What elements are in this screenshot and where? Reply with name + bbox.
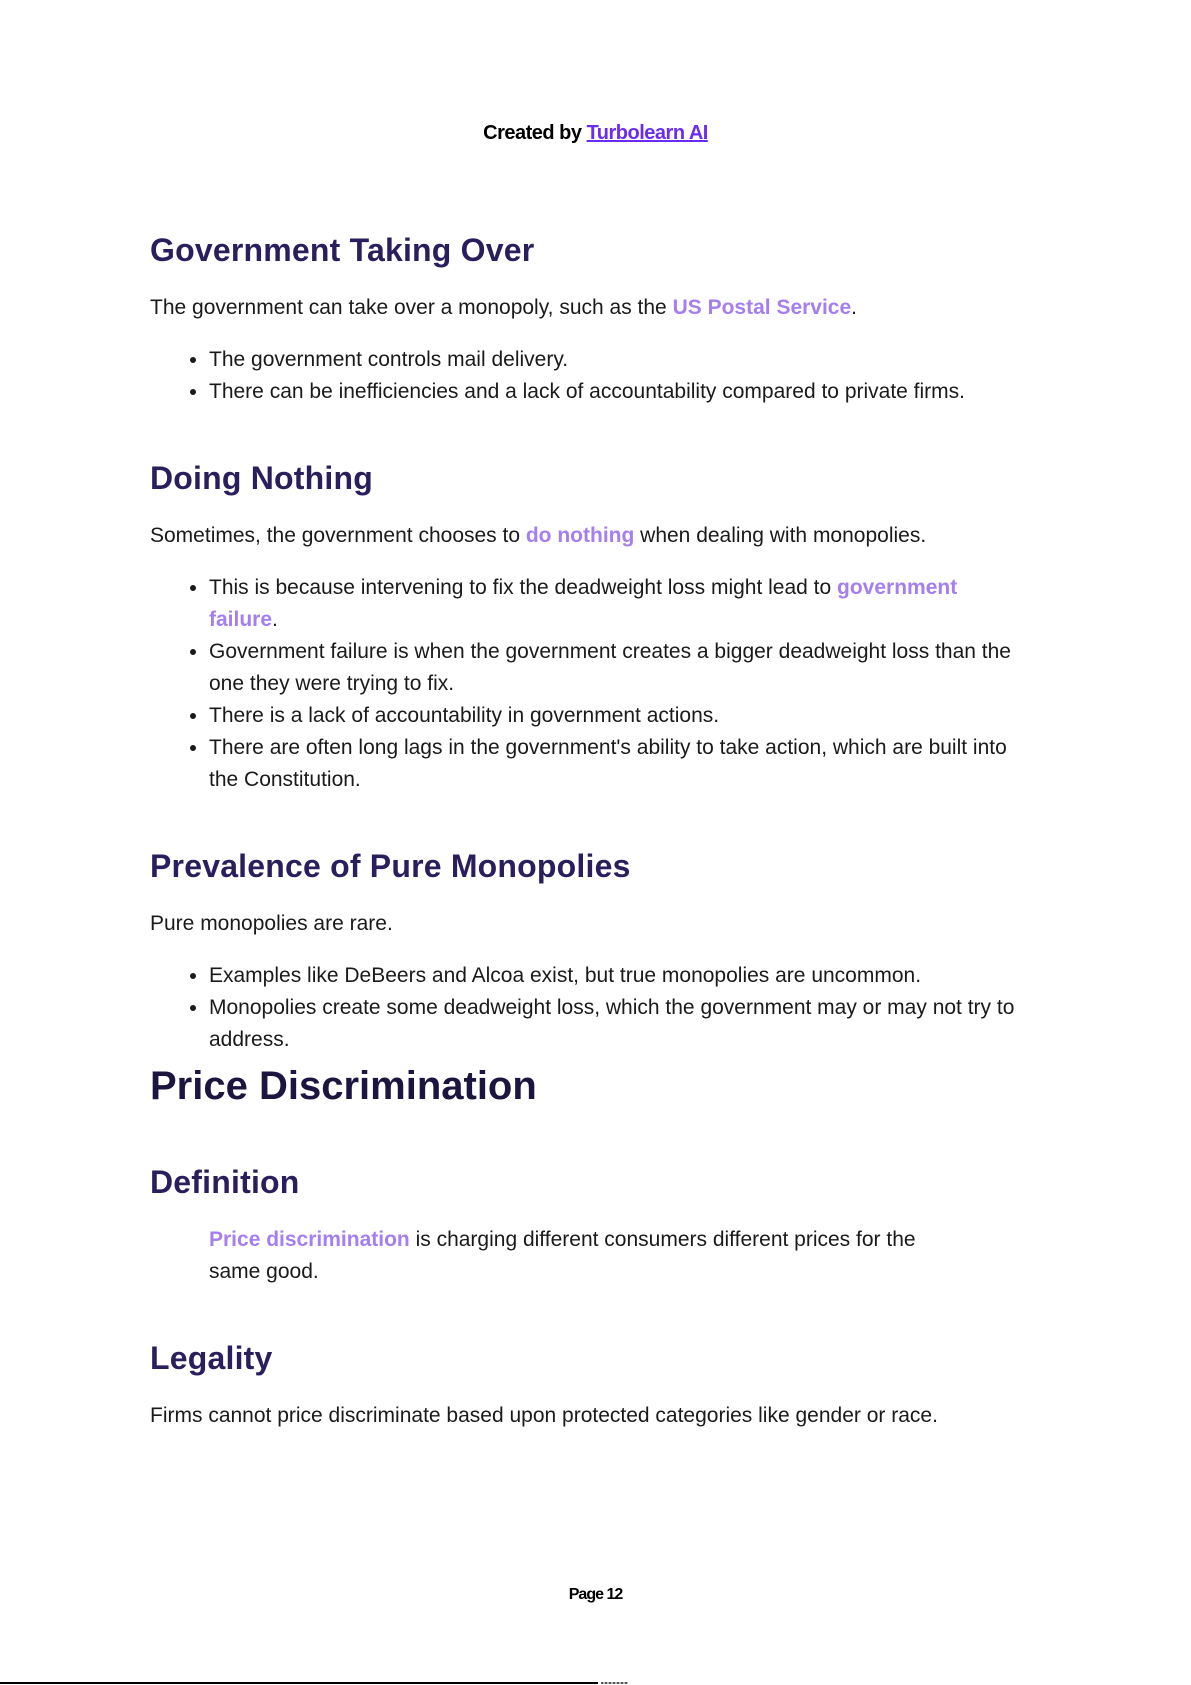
text: The government can take over a monopoly, such as the — [150, 296, 673, 319]
list-item — [209, 572, 1030, 636]
highlight-term: US Postal Service — [672, 296, 852, 319]
text: . — [272, 608, 278, 631]
chapter-title: Price Discrimination — [150, 1064, 537, 1108]
heading-definition: Definition — [150, 1164, 300, 1200]
paragraph: Firms cannot price discriminate based upon protected categories like gender or race. — [150, 1404, 938, 1427]
list-item: • There can be inefficiencies and a lack of accountability compared to private firms. — [209, 376, 1030, 408]
page-divider — [0, 1682, 598, 1684]
bullet-list — [150, 960, 1030, 1056]
page-content — [150, 228, 1030, 1452]
highlight-term: Price discrimination — [209, 1228, 410, 1251]
page-number: Page 12 — [568, 1586, 623, 1603]
paragraph — [150, 520, 1030, 552]
heading-doing-nothing: Doing Nothing — [150, 460, 373, 496]
text: This is because intervening to fix the deadweight loss might lead to — [209, 576, 838, 599]
list-item: • There is a lack of accountability in government actions. — [209, 700, 1030, 732]
paragraph — [150, 292, 1030, 324]
list-item: • Monopolies create some deadweight loss, which the government may or may not try to address. — [209, 992, 1030, 1056]
heading-legality: Legality — [150, 1340, 273, 1376]
heading-prevalence: Prevalence of Pure Monopolies — [150, 848, 631, 884]
highlight-term: government failure — [209, 576, 958, 631]
text: is charging different consumers different prices for the same good. — [209, 1228, 916, 1283]
heading-government-taking-over: Government Taking Over — [150, 232, 535, 268]
bullet-list — [150, 572, 1030, 796]
text: . — [851, 296, 858, 319]
list-item: • Examples like DeBeers and Alcoa exist, but true monopolies are uncommon. — [209, 960, 1030, 992]
definition-text — [150, 1224, 969, 1288]
list-item: • The government controls mail delivery. — [209, 344, 1030, 376]
text: Sometimes, the government chooses to — [150, 524, 526, 547]
credit-line — [0, 122, 1191, 145]
paragraph: Pure monopolies are rare. — [150, 912, 393, 935]
highlight-term: do nothing — [525, 524, 635, 547]
list-item: • Government failure is when the government creates a bigger deadweight loss than the one they were trying to fix. — [209, 636, 1030, 700]
text: when dealing with monopolies. — [634, 524, 927, 547]
page-divider-marker — [601, 1682, 628, 1684]
turbolearn-link[interactable]: Turbolearn AI — [586, 122, 708, 144]
credit-prefix: Created by — [483, 122, 587, 144]
list-item: • There are often long lags in the government's ability to take action, which are built into the Constitution. — [209, 732, 1030, 796]
bullet-list — [150, 344, 1030, 408]
